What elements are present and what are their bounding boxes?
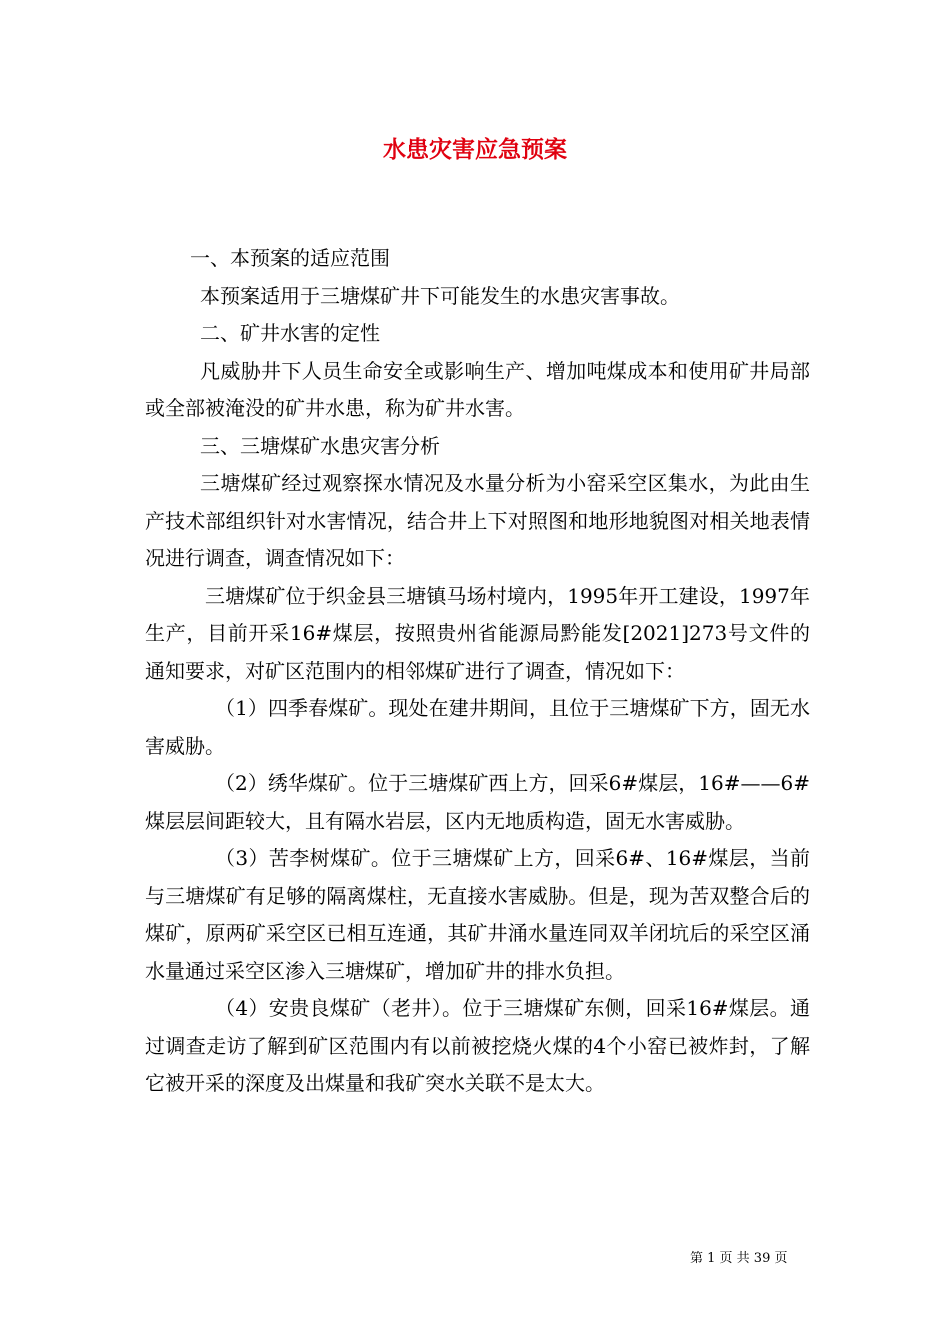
list-item-4: （4）安贵良煤矿（老井）。位于三塘煤矿东侧，回采16#煤层。通过调查走访了解到矿区范围内有以前被挖烧火煤的4个小窑已被炸封，了解它被开采的深度及出煤量和我矿突水关联不是太大。 (145, 996, 810, 1095)
document-body (145, 240, 810, 1103)
list-item-1: （1）四季春煤矿。现处在建井期间，且位于三塘煤矿下方，固无水害威胁。 (145, 696, 810, 758)
section-heading-1: 一、本预案的适应范围 (190, 246, 390, 270)
section-heading-3: 三、三塘煤矿水患灾害分析 (200, 433, 440, 458)
section-heading-2: 二、矿井水害的定性 (200, 321, 380, 345)
paragraph-scope: 本预案适用于三塘煤矿井下可能发生的水患灾害事故。 (200, 283, 680, 308)
paragraph-definition: 凡威胁井下人员生命安全或影响生产、增加吨煤成本和使用矿井局部或全部被淹没的矿井水患，称为矿井水害。 (145, 358, 810, 420)
page-number: 第 1 页 共 39 页 (690, 1251, 788, 1266)
document-title: 水患灾害应急预案 (383, 136, 567, 163)
paragraph-location: 三塘煤矿位于织金县三塘镇马场村境内，1995年开工建设，1997年生产，目前开采16#煤层，按照贵州省能源局黔能发[2021]273号文件的通知要求，对矿区范围内的相邻煤矿进行了调查，情况如下： (145, 583, 810, 683)
paragraph-analysis: 三塘煤矿经过观察探水情况及水量分析为小窑采空区集水，为此由生产技术部组织针对水害情况，结合井上下对照图和地形地貌图对相关地表情况进行调查，调查情况如下： (145, 471, 810, 570)
list-item-3: （3）苦李树煤矿。位于三塘煤矿上方，回采6#、16#煤层，当前与三塘煤矿有足够的隔离煤柱，无直接水害威胁。但是，现为苦双整合后的煤矿，原两矿采空区已相互连通，其矿井涌水量连同双羊闭坑后的采空区涌水量通过采空区渗入三塘煤矿，增加矿井的排水负担。 (145, 846, 810, 983)
list-item-2: （2）绣华煤矿。位于三塘煤矿西上方，回采6#煤层，16#——6#煤层层间距较大，且有隔水岩层，区内无地质构造，固无水害威胁。 (145, 771, 810, 833)
